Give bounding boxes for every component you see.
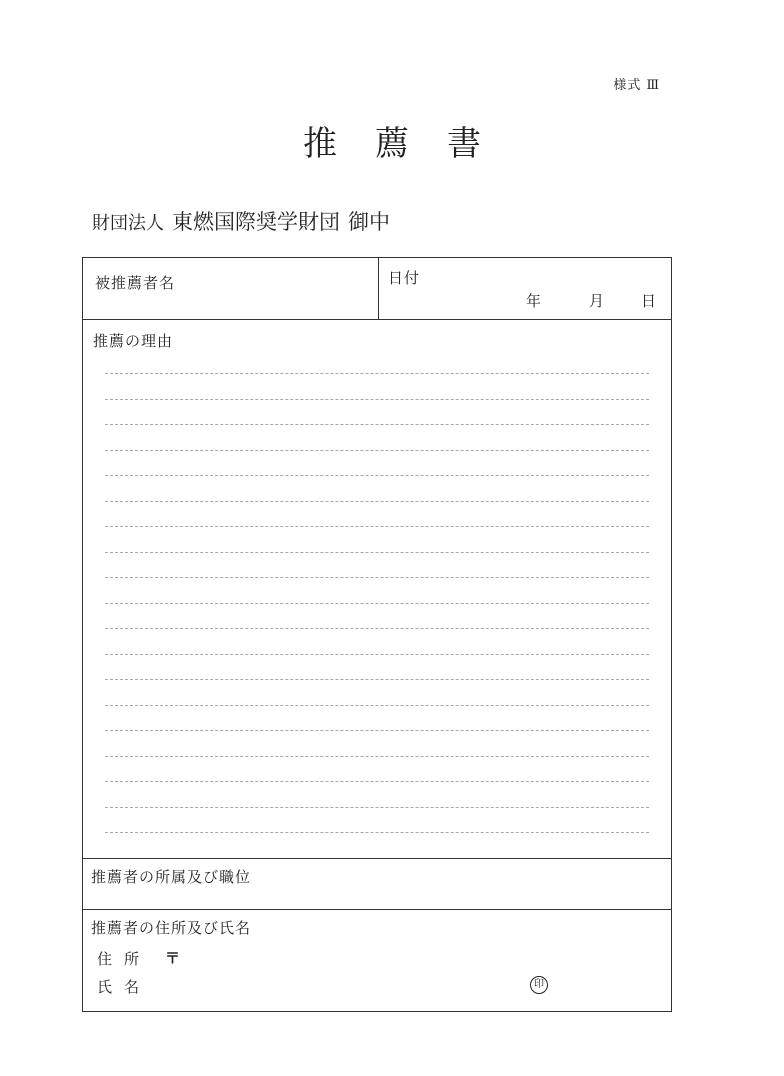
reason-ruled-line [105, 450, 649, 451]
addressee [92, 206, 390, 236]
date-label: 日付 [388, 269, 421, 287]
nominee-name-field[interactable] [83, 258, 379, 319]
reason-ruled-line [105, 373, 649, 374]
reason-ruled-line [105, 781, 649, 782]
reason-ruled-line [105, 399, 649, 400]
seal-mark-icon: 印 [530, 976, 548, 994]
form-number-label: 様式 Ⅲ [613, 78, 660, 93]
postal-mark-icon: 〒 [165, 949, 181, 967]
address-field-label: 住所 [97, 950, 152, 968]
reason-ruled-line [105, 832, 649, 833]
nominee-name-label: 被推薦者名 [95, 274, 176, 292]
date-month-label: 月 [589, 292, 605, 310]
recommender-affiliation-field[interactable] [83, 858, 671, 910]
reason-ruled-line [105, 654, 649, 655]
reason-ruled-line [105, 552, 649, 553]
recommender-address-section [83, 909, 671, 1011]
reason-ruled-line [105, 603, 649, 604]
name-field-label: 氏名 [97, 978, 152, 996]
address-field[interactable] [83, 941, 671, 969]
reason-ruled-line [105, 577, 649, 578]
reason-label: 推薦の理由 [93, 332, 174, 350]
reason-ruled-line [105, 475, 649, 476]
reason-ruled-line [105, 679, 649, 680]
document-title: 推薦書 [303, 124, 519, 164]
reason-ruled-line [105, 628, 649, 629]
reason-field[interactable] [83, 319, 671, 859]
reason-ruled-line [105, 756, 649, 757]
reason-ruled-line [105, 807, 649, 808]
date-year-label: 年 [526, 292, 542, 310]
reason-ruled-line [105, 424, 649, 425]
reason-ruled-line [105, 526, 649, 527]
name-field[interactable] [83, 969, 671, 997]
recommender-address-label: 推薦者の住所及び氏名 [91, 919, 252, 937]
recommender-affiliation-label: 推薦者の所属及び職位 [91, 868, 252, 886]
reason-ruled-line [105, 705, 649, 706]
reason-ruled-line [105, 501, 649, 502]
date-day-label: 日 [641, 292, 657, 310]
addressee-prefix: 財団法人 [92, 213, 164, 234]
addressee-honorific: 御中 [348, 210, 390, 234]
header-row [83, 258, 671, 320]
recommendation-form [82, 257, 672, 1012]
date-field[interactable] [379, 258, 671, 319]
addressee-name: 東燃国際奨学財団 [172, 210, 340, 234]
reason-ruled-line [105, 730, 649, 731]
